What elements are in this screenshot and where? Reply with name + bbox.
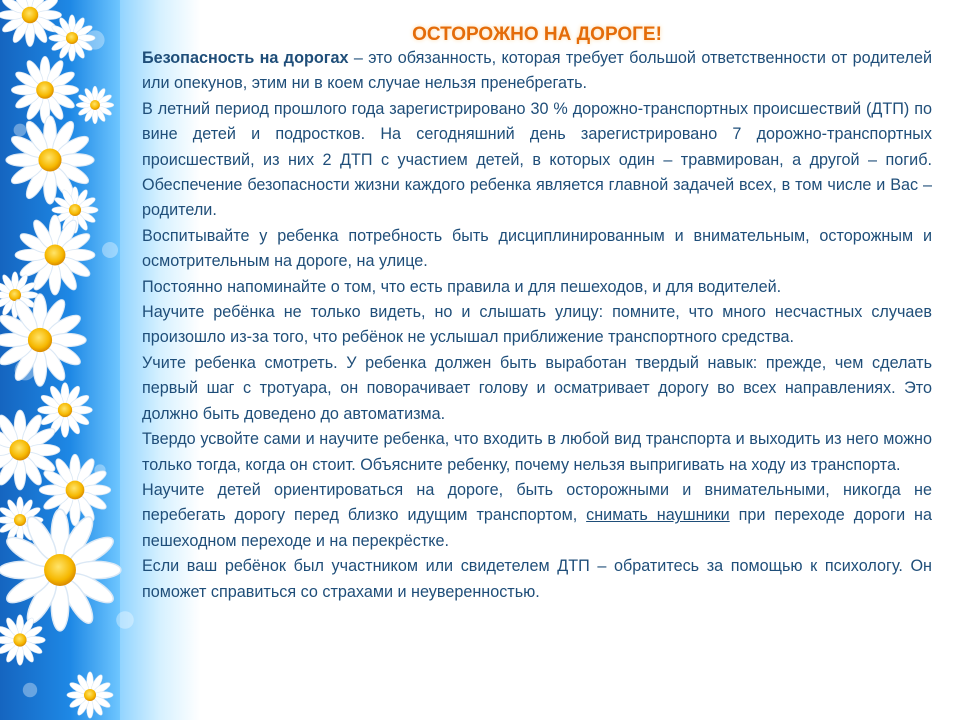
paragraph-look: Учите ребенка смотреть. У ребенка должен быть выработан твердый навык: прежде, чем сделать первый шаг с тротуара, он поворачивает голову и осматривает дорогу во всех направлениях. Это должно быть доведено до автоматизма. — [142, 353, 932, 423]
paragraph-rules-reminder: Постоянно напоминайте о том, что есть правила и для пешеходов, и для водителей. — [142, 277, 782, 296]
orientation-text-before: Научите детей ориентироваться на дороге, быть осторожными и внимательными, никогда не перебегать дорогу перед близко идущим транспортом, — [142, 480, 932, 525]
intro-paragraph — [142, 46, 932, 97]
intro-bold-text: Безопасность на дорогах — [142, 49, 349, 67]
paragraph-discipline: Воспитывайте у ребенка потребность быть дисциплинированным и внимательным, осторожным и осмотрительным на дороге, на улице. — [142, 226, 932, 271]
paragraph-psychologist: Если ваш ребёнок был участником или свидетелем ДТП – обратитесь за помощью к психологу. Он поможет справиться со страхами и неуверенностью. — [142, 557, 932, 601]
orientation-text-after: при переходе дороги на пешеходном переходе и на перекрёстке. — [142, 506, 932, 550]
page-title: ОСТОРОЖНО НА ДОРОГЕ! — [412, 24, 662, 45]
article-content — [142, 22, 932, 712]
paragraph-transport: Твердо усвойте сами и научите ребенка, что входить в любой вид транспорта и выходить из него можно только тогда, когда он стоит. Объясните ребенку, почему нельзя выпригивать на ходу из транспорта. — [142, 430, 932, 474]
headphones-underlined-text: снимать наушники — [586, 506, 730, 525]
paragraph-statistics: В летний период прошлого года зарегистрировано 30 % дорожно-транспортных происшествий (ДТП) по вине детей и подростков. На сегодняшний день зарегистрировано 7 дорожно-транспортных происшествий, из них 2 ДТП с участием детей, в которых один – травмирован, а другой – погиб. Обеспечение безопасности жизни каждого ребенка является главной задачей всех, в том числе и Вас – родители. — [142, 99, 932, 220]
intro-text: – это обязанность, которая требует большой ответственности от родителей или опекунов, этим ни в коем случае нельзя пренебрегать. — [142, 49, 932, 93]
paragraph-orientation — [142, 478, 932, 554]
paragraph-hear-street: Научите ребёнка не только видеть, но и слышать улицу: помните, что много несчастных случаев произошло из-за того, что ребёнок не услышал приближение транспортного средства. — [142, 303, 932, 347]
